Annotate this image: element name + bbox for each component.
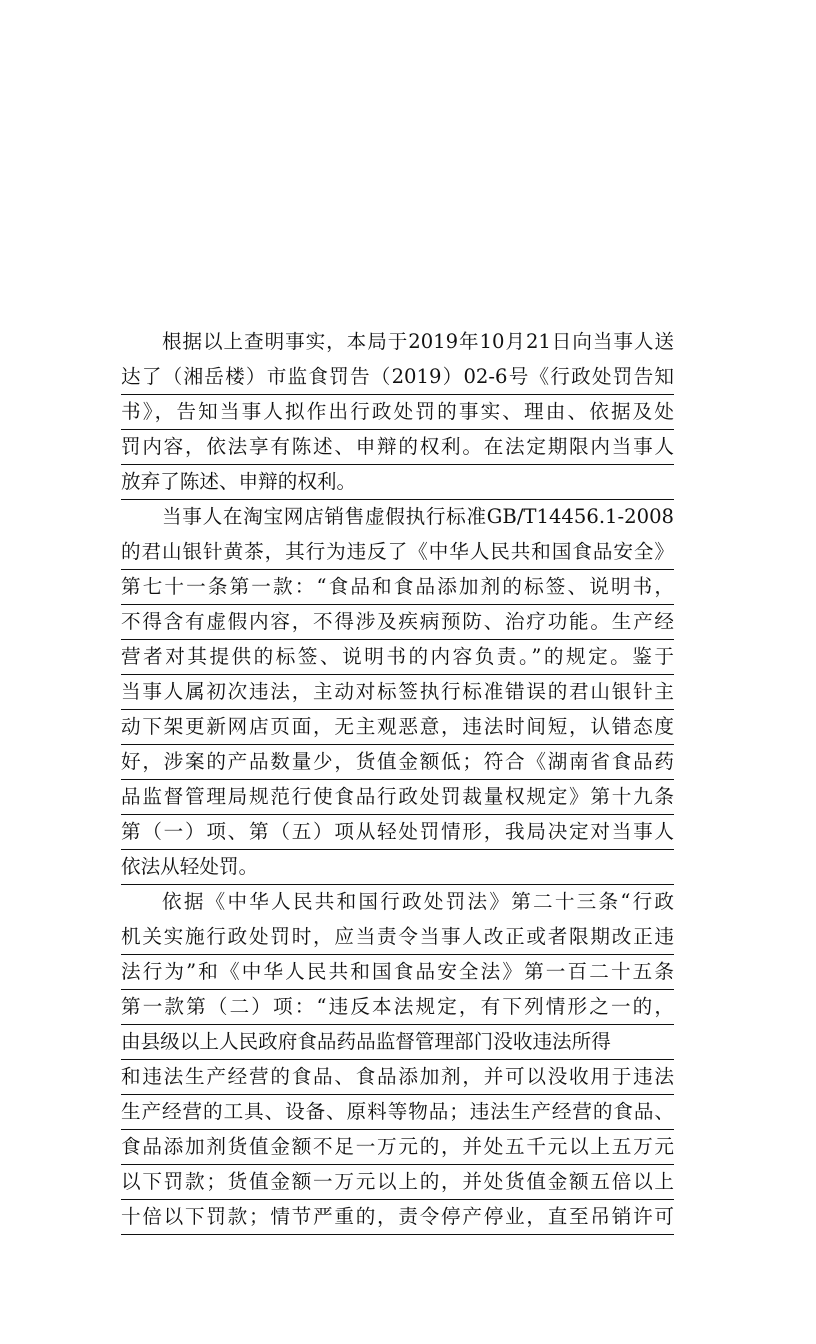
paragraph-3-line-1: 依据《中华人民共和国行政处罚法》第二十三条“行政 bbox=[162, 890, 674, 913]
paragraph-3-line-5: 由县级以上人民政府食品药品监督管理部门没收违法所得 bbox=[121, 1026, 674, 1060]
paragraph-1-line-3: 书》，告知当事人拟作出行政处罚的事实、理由、依据及处 bbox=[121, 396, 674, 430]
paragraph-2-line-5: 营者对其提供的标签、说明书的内容负责。”的规定。鉴于 bbox=[121, 641, 674, 675]
paragraph-2-line-7: 动下架更新网店页面，无主观恶意，违法时间短，认错态度 bbox=[121, 711, 674, 745]
paragraph-2-line-6: 当事人属初次违法，主动对标签执行标准错误的君山银针主 bbox=[121, 676, 674, 710]
paragraph-2-line-3: 第七十一条第一款：“食品和食品添加剂的标签、说明书， bbox=[121, 571, 674, 605]
paragraph-2-line-11: 依法从轻处罚。 bbox=[121, 851, 674, 885]
paragraph-2-line-1: 当事人在淘宝网店销售虚假执行标准GB/T14456.1-2008 bbox=[162, 505, 674, 528]
paragraph-3-line-3: 法行为”和《中华人民共和国食品安全法》第一百二十五条 bbox=[121, 956, 674, 990]
paragraph-2-line-4: 不得含有虚假内容，不得涉及疾病预防、治疗功能。生产经 bbox=[121, 606, 674, 640]
paragraph-1-line-2: 达了（湘岳楼）市监食罚告（2019）02-6号《行政处罚告知 bbox=[121, 361, 674, 395]
paragraph-3-line-2: 机关实施行政处罚时，应当责令当事人改正或者限期改正违 bbox=[121, 921, 674, 955]
paragraph-2-line-8: 好，涉案的产品数量少，货值金额低；符合《湖南省食品药 bbox=[121, 746, 674, 780]
paragraph-3-line-4: 第一款第（二）项：“违反本法规定，有下列情形之一的， bbox=[121, 991, 674, 1025]
paragraph-3-line-6: 和违法生产经营的食品、食品添加剂，并可以没收用于违法 bbox=[121, 1061, 674, 1095]
paragraph-2-line-9: 品监督管理局规范行使食品行政处罚裁量权规定》第十九条 bbox=[121, 781, 674, 815]
paragraph-1-line-1: 根据以上查明事实，本局于2019年10月21日向当事人送 bbox=[162, 330, 674, 353]
paragraph-3-line-7: 生产经营的工具、设备、原料等物品；违法生产经营的食品、 bbox=[121, 1096, 674, 1130]
paragraph-3-line-8: 食品添加剂货值金额不足一万元的，并处五千元以上五万元 bbox=[121, 1131, 674, 1165]
paragraph-3-line-9: 以下罚款；货值金额一万元以上的，并处货值金额五倍以上 bbox=[121, 1166, 674, 1200]
paragraph-1-line-4: 罚内容，依法享有陈述、申辩的权利。在法定期限内当事人 bbox=[121, 431, 674, 465]
paragraph-1-line-5: 放弃了陈述、申辩的权利。 bbox=[121, 466, 674, 500]
paragraph-2-line-2: 的君山银针黄茶，其行为违反了《中华人民共和国食品安全》 bbox=[121, 536, 674, 570]
paragraph-3-line-10: 十倍以下罚款；情节严重的，责令停产停业，直至吊销许可 bbox=[121, 1201, 674, 1235]
paragraph-2-line-10: 第（一）项、第（五）项从轻处罚情形，我局决定对当事人 bbox=[121, 816, 674, 850]
